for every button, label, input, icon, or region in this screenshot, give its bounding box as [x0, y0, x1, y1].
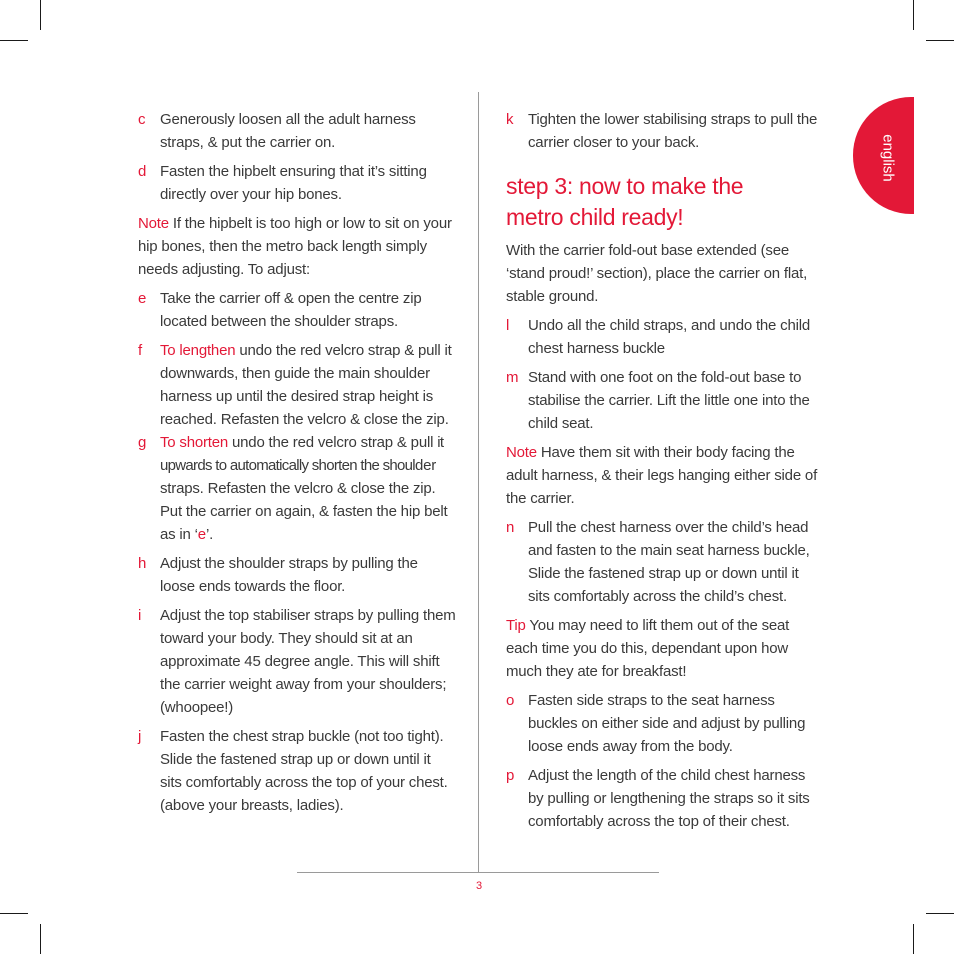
note-text: Have them sit with their body facing the adult harness, & their legs hanging either side of the carrier.	[506, 444, 818, 507]
instruction-item-c	[138, 108, 456, 154]
item-text: Fasten side straps to the seat harness buckles on either side and adjust by pulling loose ends away from the body.	[528, 692, 806, 755]
item-text: ’.	[205, 526, 214, 543]
instruction-item-k	[506, 108, 824, 154]
item-text: Fasten the chest strap buckle (not too tight). Slide the fastened strap up or down until it sits comfortably across the top of your chest. (above your breasts, ladies).	[160, 728, 448, 814]
item-letter: c	[138, 111, 146, 128]
note-paragraph	[138, 212, 456, 281]
item-ref: e	[197, 526, 206, 543]
crop-mark	[926, 40, 954, 41]
item-lead: To shorten	[160, 434, 229, 451]
item-lead: To lengthen	[160, 342, 236, 359]
instruction-item-l	[506, 314, 824, 360]
item-text: der straps. Refasten the velcro & close the zip. Put the carrier on again, & fasten the hip belt as in ‘	[160, 457, 448, 543]
column-divider	[478, 92, 479, 872]
section-heading	[506, 171, 824, 233]
tip-paragraph	[506, 614, 824, 683]
instruction-item-j	[138, 725, 456, 817]
instruction-item-d	[138, 160, 456, 206]
item-text: Adjust the shoulder straps by pulling the loose ends towards the floor.	[160, 555, 418, 595]
instruction-item-o	[506, 689, 824, 758]
item-letter: k	[506, 111, 514, 128]
item-text: Take the carrier off & open the centre zip located between the shoulder straps.	[160, 290, 422, 330]
instruction-item-p	[506, 764, 824, 833]
item-text: Tighten the lower stabilising straps to pull the carrier closer to your back.	[528, 111, 818, 151]
right-column	[506, 108, 824, 839]
item-letter: o	[506, 692, 515, 709]
note-paragraph	[506, 441, 824, 510]
instruction-item-n	[506, 516, 824, 608]
left-column	[138, 108, 456, 823]
item-text: undo the red velcro strap & pull	[228, 434, 438, 451]
item-letter: p	[506, 767, 515, 784]
item-text: Undo all the child straps, and undo the child chest harness buckle	[528, 317, 811, 357]
crop-mark	[926, 913, 954, 914]
item-text: undo the red velcro strap & pull it downwards, then guide the main shoulder harness up until the desired strap height is reached. Refasten the velcro & close the zip.	[160, 342, 452, 428]
item-letter: j	[138, 728, 142, 745]
item-letter: n	[506, 519, 515, 536]
footer-rule	[297, 872, 659, 873]
crop-mark	[0, 913, 28, 914]
tip-label: Tip	[506, 617, 526, 634]
note-label: Note	[506, 444, 537, 461]
crop-mark	[913, 924, 914, 954]
instruction-item-f	[138, 339, 456, 431]
item-letter: f	[138, 342, 142, 359]
heading-line: metro child ready!	[506, 204, 684, 230]
item-letter: i	[138, 607, 142, 624]
language-tab-label: english	[879, 134, 897, 182]
crop-mark	[913, 0, 914, 30]
note-text: If the hipbelt is too high or low to sit on your hip bones, then the metro back length simply needs adjusting. To adjust:	[138, 215, 452, 278]
item-letter: m	[506, 369, 519, 386]
item-letter: e	[138, 290, 147, 307]
intro-paragraph: With the carrier fold-out base extended (see ‘stand proud!’ section), place the carrier on flat, stable ground.	[506, 242, 808, 305]
item-letter: h	[138, 555, 147, 572]
item-text: Adjust the top stabiliser straps by pulling them toward your body. They should sit at an approximate 45 degree angle. This will shift the carrier weight away from your shoulders; (whoopee!)	[160, 607, 456, 716]
item-text: Fasten the hipbelt ensuring that it’s sitting directly over your hip bones.	[160, 163, 427, 203]
tip-text: You may need to lift them out of the seat each time you do this, dependant upon how much they ate for breakfast!	[506, 617, 790, 680]
item-text: Adjust the length of the child chest harness by pulling or lengthening the straps so it sits comfortably across the top of their chest.	[528, 767, 810, 830]
instruction-item-e	[138, 287, 456, 333]
item-text: Stand with one foot on the fold-out base to stabilise the carrier. Lift the little one into the child seat.	[528, 369, 810, 432]
item-letter: g	[138, 434, 147, 451]
instruction-item-h	[138, 552, 456, 598]
crop-mark	[40, 0, 41, 30]
crop-mark	[40, 924, 41, 954]
instruction-item-g	[138, 431, 456, 546]
heading-line: step 3: now to make the	[506, 173, 744, 199]
item-letter: d	[138, 163, 147, 180]
instruction-item-m	[506, 366, 824, 435]
crop-mark	[0, 40, 28, 41]
item-text: Generously loosen all the adult harness straps, & put the carrier on.	[160, 111, 416, 151]
instruction-item-i	[138, 604, 456, 719]
item-text-condensed: it upwards to automatically shorten the shoul	[160, 434, 444, 474]
item-text: Pull the chest harness over the child’s head and fasten to the main seat harness buckle, Slide the fastened strap up or down until it sits comfortably across the child’s chest.	[528, 519, 810, 605]
note-label: Note	[138, 215, 169, 232]
item-letter: l	[506, 317, 510, 334]
page-number: 3	[475, 880, 483, 892]
